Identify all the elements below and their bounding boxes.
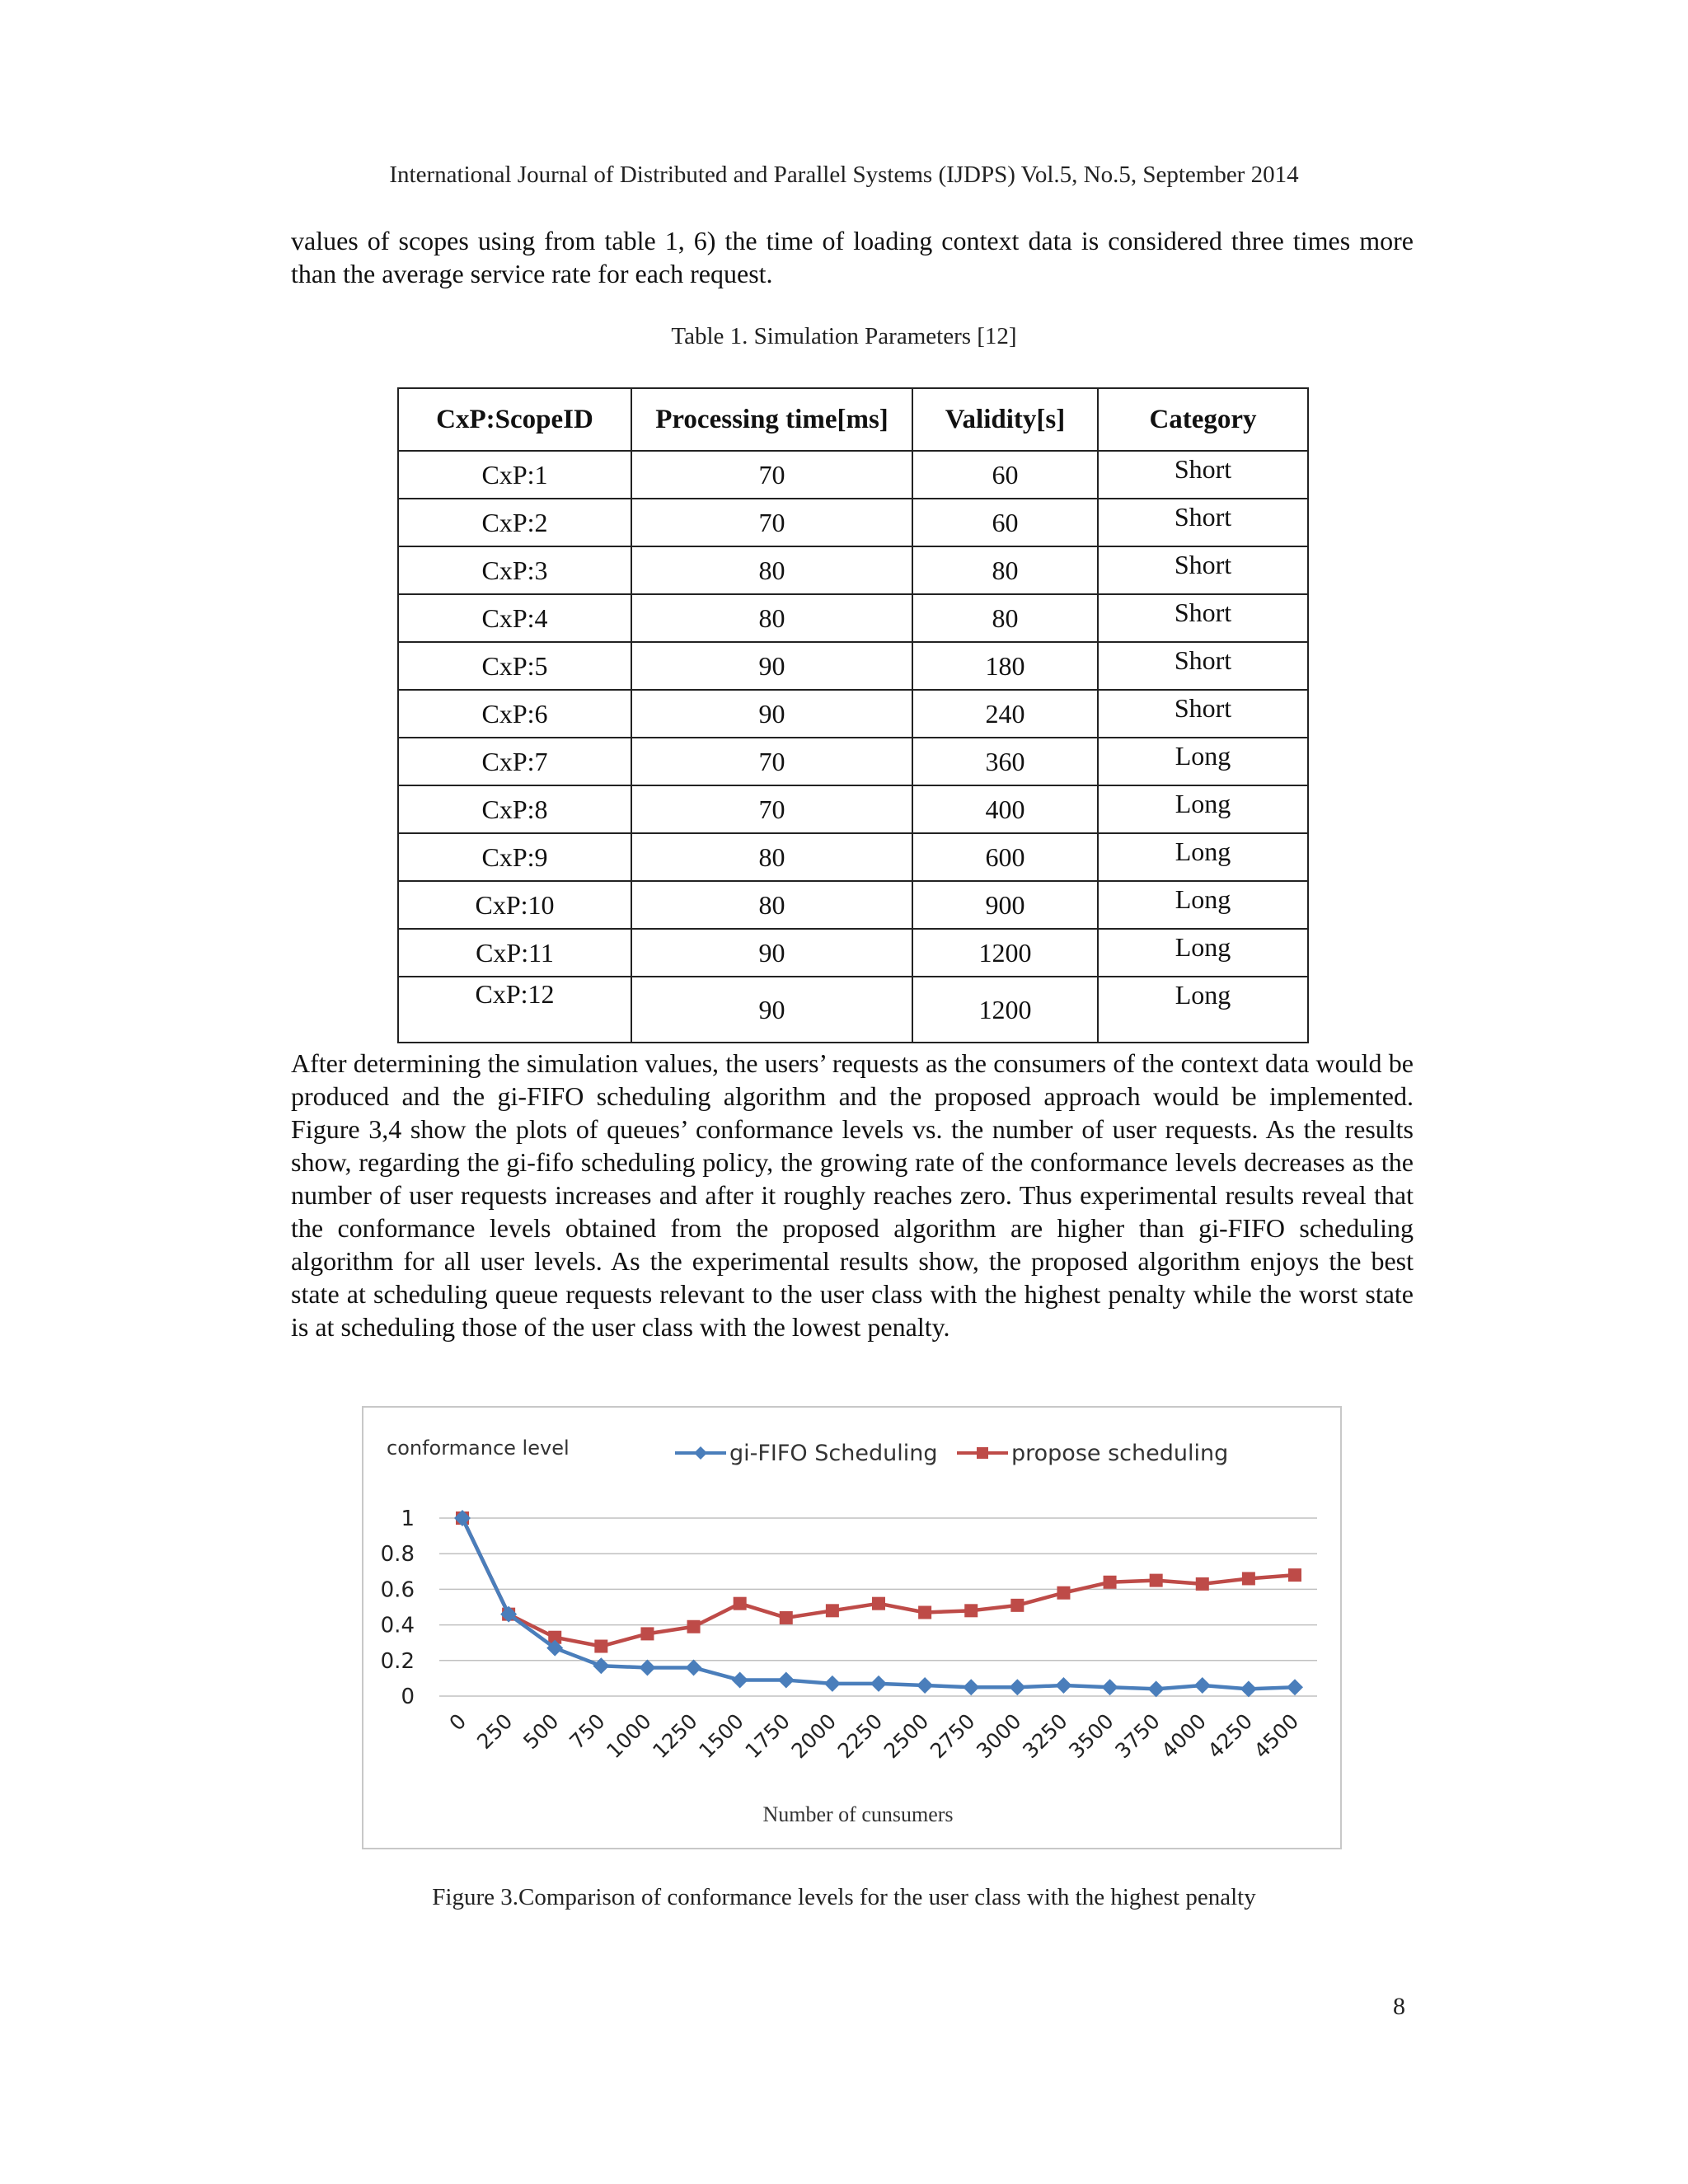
x-tick-label: 2750 [925,1708,980,1764]
validity-cell: 60 [912,499,1098,546]
propose-data-point [1010,1599,1024,1612]
table-row [398,499,1308,546]
table-body [398,451,1308,1043]
y-tick-label: 0.2 [380,1648,415,1674]
gi-fifo-data-point [1148,1680,1165,1697]
legend-marker-square [977,1447,988,1459]
x-tick-label: 2250 [832,1708,888,1764]
gi-fifo-data-point [1009,1679,1025,1695]
propose-data-point [594,1640,607,1653]
propose-data-point [687,1620,701,1633]
gi-fifo-data-point [686,1659,702,1675]
propose-data-point [734,1597,747,1610]
validity-cell: 80 [912,594,1098,642]
processing-time-cell: 70 [631,738,912,785]
table-row [398,977,1308,1043]
x-tick-label: 1500 [694,1708,748,1764]
journal-header: International Journal of Distributed and Parallel Systems (IJDPS) Vol.5, No.5, September 2014 [389,162,1299,188]
table-row [398,881,1308,929]
processing-time-cell: 80 [631,881,912,929]
gi-fifo-data-point [963,1679,979,1695]
scope-id-cell: CxP:8 [398,785,631,833]
processing-time-cell: 90 [631,977,912,1043]
propose-data-point [1150,1574,1163,1587]
scope-id-cell: CxP:4 [398,594,631,642]
propose-data-point [1104,1576,1117,1589]
y-tick-label: 1 [401,1507,415,1531]
validity-cell: 400 [912,785,1098,833]
x-tick-label: 3000 [972,1708,1026,1764]
header-validity: Validity[s] [912,388,1098,451]
category-cell: Long [1098,785,1308,833]
propose-data-point [964,1604,978,1617]
gi-fifo-data-point [778,1672,795,1689]
scope-id-cell: CxP:10 [398,881,631,929]
propose-data-point [826,1604,839,1617]
x-tick-label: 750 [565,1708,610,1754]
processing-time-cell: 80 [631,546,912,594]
x-tick-label: 1250 [648,1708,702,1764]
body-paragraph: After determining the simulation values, the users’ requests as the consumers of the context data would be produced and the gi-FIFO scheduling algorithm and the proposed approach would be implemented. Figure 3,4 show the plots of queues’ conformance levels vs. the number of user requests. As the results show, regarding the gi-fifo scheduling policy, the growing rate of the conformance levels decreases as the number of user requests increases and after it roughly reaches zero. Thus experimental results reveal that the conformance levels obtained from the proposed algorithm are higher than gi-FIFO scheduling algorithm for all user levels. As the experimental results show, the proposed algorithm enjoys the best state at scheduling queue requests relevant to the user class with the highest penalty while the worst state is at scheduling those of the user class with the lowest penalty. [291,1048,1414,1342]
x-tick-label: 1000 [602,1708,656,1764]
x-tick-label: 4000 [1156,1708,1212,1764]
table-row [398,833,1308,881]
table-row [398,690,1308,738]
y-tick-label: 0.4 [380,1613,415,1638]
propose-data-point [780,1611,793,1624]
header-processing-time: Processing time[ms] [631,388,912,451]
scope-id-cell: CxP:2 [398,499,631,546]
table-row [398,546,1308,594]
processing-time-cell: 90 [631,929,912,977]
category-cell: Short [1098,451,1308,499]
propose-data-point [1196,1577,1209,1591]
validity-cell: 1200 [912,929,1098,977]
gi-fifo-data-point [1194,1677,1211,1694]
validity-cell: 600 [912,833,1098,881]
processing-time-cell: 70 [631,451,912,499]
validity-cell: 360 [912,738,1098,785]
y-tick-label: 0.6 [380,1577,415,1603]
y-tick-label: 0 [401,1685,415,1709]
figure-3-chart [362,1406,1342,1849]
chart-svg [363,1408,1340,1848]
propose-data-point [918,1605,931,1619]
scope-id-cell: CxP:11 [398,929,631,977]
header-category: Category [1098,388,1308,451]
table-row [398,738,1308,785]
category-cell: Long [1098,881,1308,929]
scope-id-cell: CxP:7 [398,738,631,785]
category-cell: Long [1098,738,1308,785]
x-tick-label: 250 [472,1708,518,1754]
legend-label: propose scheduling [1011,1441,1229,1466]
gi-fifo-data-point [1240,1680,1257,1697]
category-cell: Short [1098,546,1308,594]
y-tick-label: 0.8 [380,1542,415,1568]
x-tick-label: 1750 [740,1708,795,1764]
y-axis-label: conformance level [387,1436,570,1460]
scope-id-cell: CxP:6 [398,690,631,738]
x-axis-label: Number of cunsumers [762,1802,954,1826]
gi-fifo-data-point [824,1675,841,1692]
scope-id-cell: CxP:1 [398,451,631,499]
x-tick-label: 4250 [1203,1708,1258,1764]
category-cell: Long [1098,929,1308,977]
gi-fifo-data-point [1102,1679,1118,1695]
legend-label: gi-FIFO Scheduling [729,1441,938,1466]
legend-marker-diamond [694,1446,707,1460]
validity-cell: 900 [912,881,1098,929]
validity-cell: 180 [912,642,1098,690]
propose-data-point [640,1627,654,1640]
x-tick-label: 3250 [1018,1708,1072,1764]
validity-cell: 80 [912,546,1098,594]
simulation-parameters-table [397,387,1309,1043]
gi-fifo-data-point [870,1675,887,1692]
processing-time-cell: 80 [631,833,912,881]
header-scope-id: CxP:ScopeID [398,388,631,451]
table-row [398,451,1308,499]
x-tick-label: 500 [518,1708,564,1754]
table-row [398,594,1308,642]
x-tick-label: 3750 [1110,1708,1165,1764]
page-number: 8 [1393,1993,1405,2020]
x-tick-label: 0 [444,1708,471,1736]
x-tick-label: 3500 [1064,1708,1118,1764]
propose-data-point [1242,1572,1255,1585]
table-header-row [398,388,1308,451]
category-cell: Short [1098,690,1308,738]
x-tick-label: 2000 [786,1708,842,1764]
gi-fifo-data-point [639,1659,655,1675]
category-cell: Short [1098,594,1308,642]
gi-fifo-data-point [1055,1677,1071,1694]
propose-series-line [462,1518,1295,1647]
propose-data-point [872,1597,885,1610]
table-row [398,929,1308,977]
scope-id-cell: CxP:5 [398,642,631,690]
validity-cell: 1200 [912,977,1098,1043]
processing-time-cell: 70 [631,785,912,833]
gi-fifo-data-point [917,1677,933,1694]
intro-paragraph: values of scopes using from table 1, 6) the time of loading context data is considered three times more than the average service rate for each request. [291,226,1414,288]
validity-cell: 60 [912,451,1098,499]
processing-time-cell: 80 [631,594,912,642]
table-row [398,642,1308,690]
processing-time-cell: 90 [631,642,912,690]
x-tick-label: 4500 [1249,1708,1304,1764]
x-tick-label: 2500 [879,1708,934,1764]
table-row [398,785,1308,833]
figure-caption: Figure 3.Comparison of conformance levels for the user class with the highest penalty [432,1884,1256,1910]
scope-id-cell: CxP:12 [398,977,631,1043]
gi-fifo-data-point [1287,1679,1303,1695]
processing-time-cell: 90 [631,690,912,738]
scope-id-cell: CxP:9 [398,833,631,881]
table-caption: Table 1. Simulation Parameters [12] [671,323,1017,349]
category-cell: Short [1098,499,1308,546]
processing-time-cell: 70 [631,499,912,546]
category-cell: Long [1098,833,1308,881]
propose-data-point [1288,1568,1301,1582]
gi-fifo-data-point [732,1672,748,1689]
scope-id-cell: CxP:3 [398,546,631,594]
category-cell: Short [1098,642,1308,690]
validity-cell: 240 [912,690,1098,738]
propose-data-point [1057,1586,1070,1600]
category-cell: Long [1098,977,1308,1043]
